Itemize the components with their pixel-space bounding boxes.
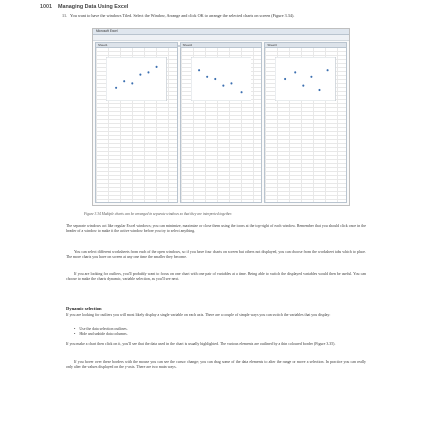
body-paragraph: You can select different worksheets from each of the open windows, so if you have four charts on screen but others not displayed, you can choose from the worksheet tabs which to place. The more charts you have on screen at any one time the smaller they become. (66, 250, 366, 259)
page-header (40, 2, 128, 11)
body-paragraph: If you are looking for outliers, you'll probably want to focus on one chart with one pair of variables at a time. Being able to switch the displayed variables would then be useful. You can choose to make the charts dynamic, variable selection, as you'll see next. (66, 272, 366, 281)
list-item-text: Use the data selection outlines. (79, 327, 128, 331)
bullet-icon: • (74, 331, 76, 336)
pane-title: Sheet3 (265, 43, 346, 48)
list-item-text: Hide and unhide data columns. (79, 331, 128, 336)
section-paragraph: If you are looking for outliers you will most likely display a single variable on each axis. There are a couple of simple ways you can switch the variables that you display: (66, 313, 331, 317)
body-paragraph: The separate windows act like regular Excel windows; you can minimize, maximize or close them using the icons at the top-right of each window. Remember that you should click once in the header of a window to make it the active window before you try to select anything. (66, 224, 366, 233)
tiled-windows (95, 42, 347, 203)
body-paragraph: If you make a chart then click on it, you'll see that the data used in the chart is usually highlighted. The various elements are outlined by a thin coloured border (Figure 3.35). (66, 342, 336, 346)
tiled-window-1 (95, 42, 178, 203)
step-text: You want to have the windows Tiled. Select the Window, Arrange and click OK to arrange the selected charts on screen (Figure 3.34). (70, 13, 295, 18)
page-number: 1001 (40, 3, 52, 10)
bullet-list (74, 327, 354, 337)
scatter-chart-thumbnail (191, 57, 252, 101)
tiled-window-2 (180, 42, 263, 203)
list-item (74, 332, 354, 337)
figure-screenshot (92, 28, 350, 206)
step-number: 11. (62, 13, 68, 18)
running-title: Managing Data Using Excel (58, 3, 129, 10)
toolbar (93, 35, 349, 41)
tiled-window-3 (264, 42, 347, 203)
intro-step (62, 13, 362, 18)
section-heading: Dynamic selection (66, 306, 102, 311)
pane-title: Sheet1 (96, 43, 177, 48)
pane-title: Sheet2 (181, 43, 262, 48)
figure-caption: Figure 3.34 Multiple charts can be arranged in separate windows so that they are interpreted together. (84, 212, 233, 216)
body-paragraph: If you hover over these borders with the mouse you can see the cursor change; you can drag some of the data elements to alter the range or move a selection. In practice you can really only alter the values displayed on the y-axis. There are two main ways. (66, 360, 366, 369)
scatter-chart-thumbnail (275, 57, 336, 101)
scatter-chart-thumbnail (106, 57, 167, 101)
window-title-bar: Microsoft Excel (93, 29, 349, 35)
bullet-icon: • (74, 327, 76, 331)
